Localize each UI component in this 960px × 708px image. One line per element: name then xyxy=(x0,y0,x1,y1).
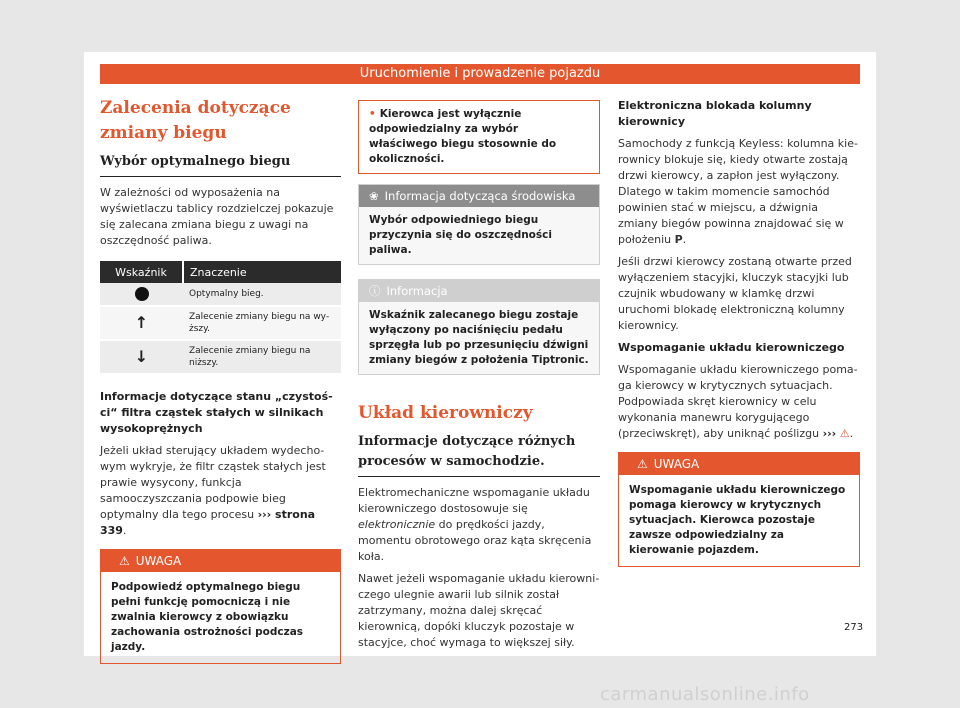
warning-text: Podpowiedź optymalnego biegu pełni funkcję pomocniczą i nie zwalnia kierowcy z obowiązku zachowania ostrożności podczas jazdy. xyxy=(111,581,304,653)
dpf-paragraph: Jeżeli układ sterujący układem wydechowym wykryje, że filtr cząstek stałych jest prawie wysycony, funkcja samooczyszczania podpowie bieg optymalny dla tego procesu ››› strona 339. xyxy=(100,444,326,537)
info-text: Wskaźnik zalecanego biegu zostaje wyłączony po naciśnięciu pedału sprzęgła lub po przesunięciu dźwigni zmiany biegów z położenia Tiptronic. xyxy=(369,309,589,366)
dpf-heading: Informacje dotyczące stanu „czystości“ filtra cząstek stałych w silnikach wysokoprężnych xyxy=(100,390,333,435)
environment-box xyxy=(358,184,600,265)
page-reference-link[interactable]: ››› strona 339 xyxy=(100,508,316,537)
lock-heading: Elektroniczna blokada kolumny kierownicy xyxy=(618,99,812,128)
assist-heading: Wspomaganie układu kierowniczego xyxy=(618,341,845,354)
environment-text: Wybór odpowiedniego biegu przyczynia się do oszczędności paliwa. xyxy=(369,214,552,256)
info-header: ⓘ Informacja xyxy=(359,280,599,302)
info-box xyxy=(358,279,600,375)
page-number: 273 xyxy=(844,622,864,633)
arrow-down-icon: ↓ xyxy=(100,340,183,374)
column-3 xyxy=(618,98,860,567)
table-row xyxy=(100,340,341,374)
lock-paragraph-2: Jeśli drzwi kierowcy zostaną otwarte przed wyłączeniem stacyjki, kluczyk stacyjki lub czujnik wbudowany w klamkę drzwi uruchomi blokadę elektroniczną kolumny kierownicy. xyxy=(618,255,852,332)
table-cell: Zalecenie zmiany biegu na wyższy. xyxy=(183,306,341,340)
filled-circle-icon xyxy=(100,283,183,306)
warning-box xyxy=(618,452,860,567)
warning-continuation-box: • Kierowca jest wyłącznie odpowiedzialny za wybór właściwego biegu stosownie do okoliczności. xyxy=(358,100,600,174)
table-row xyxy=(100,306,341,340)
warning-box xyxy=(100,549,341,664)
steering-paragraph-2: Nawet jeżeli wspomaganie układu kierowniczego ulegnie awarii lub silnik został zatrzymany, można dalej skręcać kierownicą, dopóki kluczyk pozostaje w stacyjce, choć wymaga to większej siły. xyxy=(358,572,600,649)
arrow-up-icon: ↑ xyxy=(100,306,183,340)
table-row xyxy=(100,283,341,306)
warning-triangle-icon: ⚠ xyxy=(119,554,130,568)
table-header-meaning: Znaczenie xyxy=(183,261,341,283)
column-1 xyxy=(100,96,341,664)
warning-triangle-icon: ⚠ xyxy=(839,427,850,440)
steering-paragraph-1: Elektromechaniczne wspomaganie układu kierowniczego dostosowuje się elektronicznie do prędkości jazdy, momentu obrotowego oraz kąta skręcenia koła. xyxy=(358,486,592,563)
section-subtitle: Informacje dotyczące różnych procesów w samochodzie. xyxy=(358,432,600,477)
section-title: Zalecenia dotyczące zmiany biegu xyxy=(100,98,291,143)
info-icon: ⓘ xyxy=(369,284,381,298)
table-cell: Zalecenie zmiany biegu na niższy. xyxy=(183,340,341,374)
lock-paragraph-1: Samochody z funkcją Keyless: kolumna kierownicy blokuje się, kiedy otwarte zostają drzwi kierowcy, a zapłon jest wyłączony. Dlatego w takim momencie samochód powinien stać w miejscu, a dźwignia zmiany biegów powinna znajdować się w położeniu P. xyxy=(618,137,858,246)
warning-header: ⚠ UWAGA xyxy=(619,453,859,475)
intro-paragraph: W zależności od wyposażenia na wyświetlaczu tablicy rozdzielczej pokazuje się zalecana zmiana biegu z uwagi na oszczędność paliwa. xyxy=(100,186,334,247)
environment-header: ❀ Informacja dotycząca środowiska xyxy=(359,185,599,207)
warning-triangle-icon: ⚠ xyxy=(637,457,648,471)
section-title: Układ kierowniczy xyxy=(358,403,533,423)
warning-reference-link[interactable]: ››› xyxy=(822,427,837,440)
leaf-icon: ❀ xyxy=(369,189,379,203)
watermark: carmanualsonline.info xyxy=(600,684,810,705)
table-cell: Optymalny bieg. xyxy=(183,283,341,306)
column-2 xyxy=(358,100,600,657)
bullet-icon: • xyxy=(369,108,376,120)
section-subtitle: Wybór optymalnego biegu xyxy=(100,152,341,177)
assist-paragraph: Wspomaganie układu kierowniczego pomaga kierowcy w krytycznych sytuacjach. Podpowiada skręt kierownicy w celu wykonania manewru korygującego (przeciwskręt), aby uniknąć poślizgu ››› ⚠. xyxy=(618,363,858,440)
table-header-indicator: Wskaźnik xyxy=(100,261,183,283)
chapter-header: Uruchomienie i prowadzenie pojazdu xyxy=(100,64,860,84)
warning-text: Wspomaganie układu kierowniczego pomaga kierowcy w krytycznych sytuacjach. Kierowca pozostaje zawsze odpowiedzialny za kierowanie pojazdem. xyxy=(629,484,846,556)
warning-header: ⚠ UWAGA xyxy=(101,550,340,572)
gear-indicator-table xyxy=(100,261,341,375)
